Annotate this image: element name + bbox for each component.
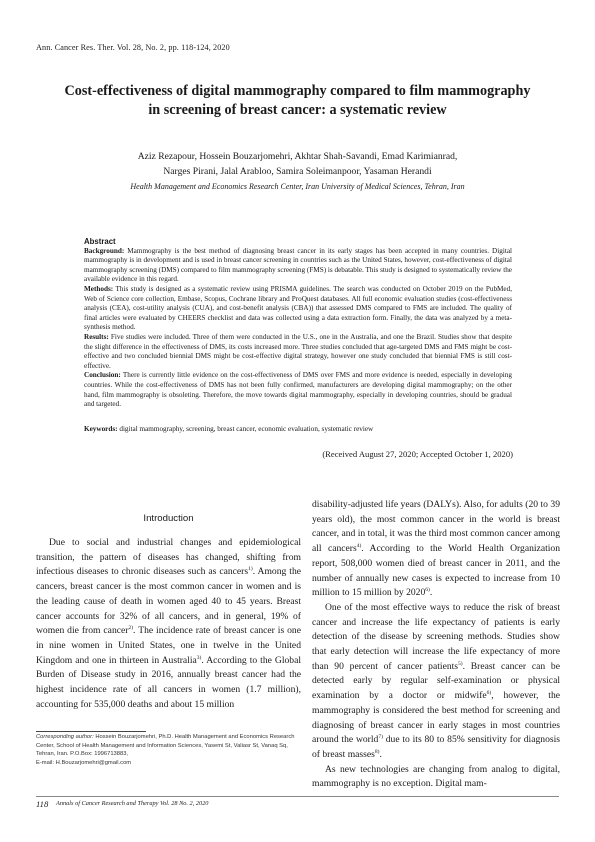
citation: 2) xyxy=(128,625,134,632)
running-footer: Annals of Cancer Research and Therapy Vol. 28 No. 2, 2020 xyxy=(56,800,209,807)
text-run: . Among the cancers, breast cancer is the most common cancer in women and is the leading cause of death in women aged 40 to 45 years. Breast cancer accounts for 32% of all cancers, and in general, 19% of women die from cancer xyxy=(36,566,302,637)
author-list xyxy=(40,149,555,179)
methods-text: This study is designed as a systematic review using PRISMA guidelines. The search was conducted on October 2019 on the PubMed, Web of Science core collection, Embase, Scopus, Cochrane library and ProQuest databases. All full economic evaluation studies (cost-effectiveness analysis (CEA), cost-utility analysis (CUA), and cost-benefit analysis (CBA)) that assessed DMS compared to FMS are included. The quality of final articles were evaluated by CHEERS checklist and data was collected using a data extraction form. Finally, the data was analyzed by a meta-synthesis method. xyxy=(84,284,513,332)
authors-line-1: Aziz Rezapour, Hossein Bouzarjomehri, Akhtar Shah-Savandi, Emad Karimianrad, xyxy=(137,151,458,162)
text-run: . According to the World Health Organization report, 508,000 women died of breast cancer in 2011, and the number of annually new cases is expected to increase from 10 million to 15 million by 2020 xyxy=(312,543,560,599)
abstract-methods xyxy=(84,285,512,333)
footnote-email: E-mail: H.Bouzarjomehri@gmail.com xyxy=(36,759,132,766)
page-number: 118 xyxy=(36,799,49,809)
intro-paragraph-2 xyxy=(312,601,560,763)
background-label: Background: xyxy=(84,246,125,255)
text-run: . Breast cancer can be detected early by regular self-examination or physical examination by a doctor or midwife xyxy=(312,660,560,702)
text-run: . According to the Global Burden of Disease study in 2016, annually breast cancer had the highest incidence rate of all cancers in women (1.7 million), accounting for 535,000 deaths and about 15 million xyxy=(36,654,302,710)
citation: 7) xyxy=(378,734,383,741)
received-dates: (Received August 27, 2020; Accepted October 1, 2020) xyxy=(322,449,513,459)
methods-label: Methods: xyxy=(84,284,114,293)
text-run: . xyxy=(379,748,382,760)
left-column xyxy=(36,536,301,712)
intro-paragraph-3: As new technologies are changing from analog to digital, mammography is no exception. Digital mam- xyxy=(312,763,560,790)
article-title xyxy=(40,82,555,120)
citation: 6) xyxy=(486,689,492,696)
footnote-divider xyxy=(36,731,146,732)
abstract-background xyxy=(84,247,512,285)
journal-reference: Ann. Cancer Res. Ther. Vol. 28, No. 2, pp. 118-124, 2020 xyxy=(36,43,230,52)
abstract xyxy=(84,237,512,410)
abstract-heading: Abstract xyxy=(84,237,116,246)
background-text: Mammography is the best method of diagnosing breast cancer in its early stages has been accepted in many countries. Digital mammography is in development and is used in breast cancer screening in countries such as the United States, however, cost-effectiveness of digital mammography screening (DMS) compared to film mammography screening (FMS) is debatable. This study is designed to systematically review the available evidence in this regard. xyxy=(84,246,513,284)
text-run: due to its 80 to 85% sensitivity for diagnosis of breast masses xyxy=(312,734,560,760)
abstract-conclusion xyxy=(84,371,512,409)
text-run: . xyxy=(429,587,433,599)
results-label: Results: xyxy=(84,332,109,341)
intro-paragraph-1-continued xyxy=(312,498,560,601)
footnote-label: Corresponding author: xyxy=(36,734,94,740)
citation: 1) xyxy=(248,566,253,573)
footer-divider xyxy=(36,796,559,797)
keywords xyxy=(84,425,512,433)
footnote-text: Hossein Bouzarjomehri, Ph.D. Health Management and Economics Research Center, School of Health Management and Information Sciences, Yasemi St, Valiasr St, Vanaq Sq, Tehran, Iran. P.O.Box: 1996713883, xyxy=(36,734,295,757)
authors-line-2: Narges Pirani, Jalal Arabloo, Samira Soleimanpoor, Yasaman Herandi xyxy=(163,166,432,177)
keywords-text: digital mammography, screening, breast cancer, economic evaluation, systematic review xyxy=(119,425,374,433)
citation: 3) xyxy=(196,654,202,661)
conclusion-text: There is currently little evidence on the cost-effectiveness of DMS over FMS and more evidence is needed, especially in developing countries. While the cost-effectiveness of DMS has not been fully confirmed, manufacturers are developing digital mammography; on the other hand, film mammography is obsoleting. Therefore, the move towards digital mammography, especially in developing countries, should be gradual and targeted. xyxy=(84,371,512,409)
right-column xyxy=(312,498,560,792)
affiliation: Health Management and Economics Research Center, Iran University of Medical Sciences, Tehran, Iran xyxy=(130,182,465,191)
text-run: Due to social and industrial changes and epidemiological transition, the pattern of diseases has changed, shifting from infectious diseases to chronic diseases such as cancers xyxy=(36,537,301,578)
text-run: , however, the mammography is considered the best method for screening and diagnosing of breast cancer in early stages in most countries around the world xyxy=(312,690,560,746)
citation: 6) xyxy=(425,587,430,594)
text-run: One of the most effective ways to reduce the risk of breast cancer and increase the life expectancy of patients is early detection of the disease by screening methods. Studies show that early detection will increase the life expectancy of more than 90 percent of cancer patients xyxy=(312,601,560,672)
abstract-results xyxy=(84,333,512,371)
corresponding-author-footnote xyxy=(36,733,298,767)
title-line-1: Cost-effectiveness of digital mammography compared to film mammography xyxy=(64,83,531,99)
citation: 4) xyxy=(356,542,362,549)
keywords-label: Keywords: xyxy=(84,425,118,433)
conclusion-label: Conclusion: xyxy=(84,371,121,380)
title-line-2: in screening of breast cancer: a systematic review xyxy=(148,102,447,118)
text-run: disability-adjusted life years (DALYs). Also, for adults (20 to 39 years old), the most common cancer in the world is breast cancer, and in total, it was the third most common cancer among all cancers xyxy=(312,499,560,555)
results-text: Five studies were included. Three of them were conducted in the U.S., one in the Australia, and one the Brazil. Studies show that despite the slight difference in the effectiveness of DMS, its costs increased more. Three studies concluded that age-targeted DMS and FMS might be cost-effective and two concluded biennial DMS might be cost-effective digital strategy, however one study concluded that biennial FMS is still cost-effective. xyxy=(84,332,512,370)
citation: 5) xyxy=(458,660,463,667)
intro-paragraph-1 xyxy=(36,536,301,712)
text-run: . The incidence rate of breast cancer is one in nine women in United States, one in twelve in the United Kingdom and one in thirteen in Australia xyxy=(36,625,301,666)
introduction-heading: Introduction xyxy=(143,513,194,524)
citation: 8) xyxy=(374,748,380,755)
